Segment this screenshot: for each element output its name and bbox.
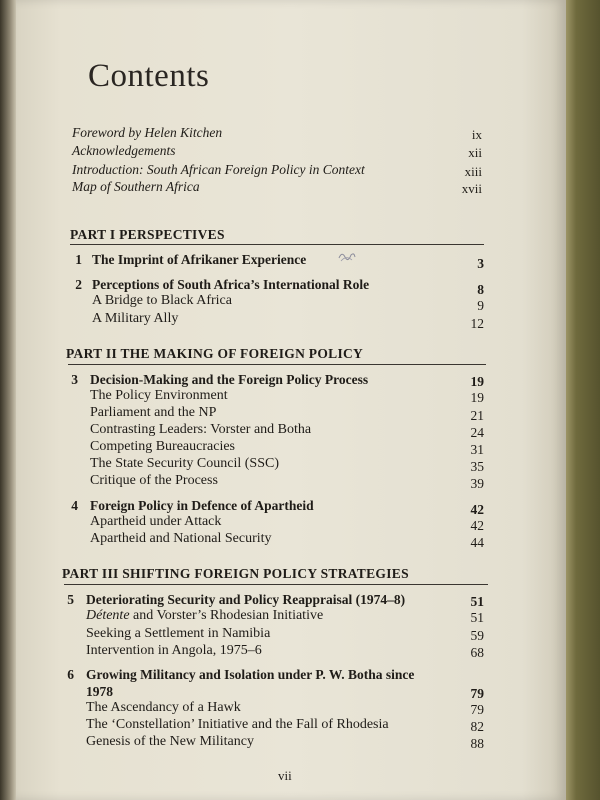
section-page: 39 bbox=[470, 476, 484, 491]
part-divider bbox=[64, 584, 488, 585]
section-page: 44 bbox=[470, 535, 484, 550]
front-matter-introduction-page: xiii bbox=[464, 164, 482, 179]
chapter-title: Foreign Policy in Defence of Apartheid bbox=[90, 498, 314, 513]
chapter-title-continued: 1978 bbox=[86, 684, 113, 699]
pencil-scribble-icon bbox=[338, 249, 356, 263]
chapter-title: Decision-Making and the Foreign Policy Process bbox=[90, 372, 369, 387]
chapter-number: 6 bbox=[67, 667, 74, 682]
part-heading: PART III SHIFTING FOREIGN POLICY STRATEGIES bbox=[62, 566, 409, 581]
section-page: 24 bbox=[470, 425, 484, 440]
section-title: The State Security Council (SSC) bbox=[90, 456, 279, 471]
front-matter-map-page: xvii bbox=[461, 181, 482, 196]
section-page: 42 bbox=[470, 518, 484, 533]
chapter-page: 51 bbox=[470, 594, 484, 609]
section-title: Critique of the Process bbox=[90, 473, 218, 488]
section-title: Apartheid under Attack bbox=[90, 514, 222, 529]
book-gutter bbox=[0, 0, 16, 800]
front-matter-introduction: Introduction: South African Foreign Policy in Context bbox=[72, 162, 365, 177]
section-page: 31 bbox=[470, 442, 484, 457]
section-title: A Bridge to Black Africa bbox=[92, 293, 232, 308]
section-title: Intervention in Angola, 1975–6 bbox=[86, 643, 262, 658]
chapter-title: Perceptions of South Africa’s International Role bbox=[92, 277, 370, 292]
front-matter-foreword-page: ix bbox=[471, 127, 482, 142]
section-title: Parliament and the NP bbox=[90, 405, 217, 420]
chapter-page: 3 bbox=[477, 256, 484, 271]
section-title: Contrasting Leaders: Vorster and Botha bbox=[90, 422, 312, 437]
book-cover-edge bbox=[566, 0, 600, 800]
front-matter-acknowledgements: Acknowledgements bbox=[72, 143, 176, 158]
part-divider bbox=[68, 364, 486, 365]
section-title: Competing Bureaucracies bbox=[90, 439, 236, 454]
chapter-title: The Imprint of Afrikaner Experience bbox=[92, 252, 307, 267]
section-title: The ‘Constellation’ Initiative and the Fall of Rhodesia bbox=[86, 717, 389, 732]
chapter-page: 19 bbox=[470, 374, 484, 389]
chapter-title: Deteriorating Security and Policy Reappraisal (1974–8) bbox=[86, 592, 406, 607]
section-title: A Military Ally bbox=[92, 311, 179, 326]
section-title: The Policy Environment bbox=[90, 388, 228, 403]
section-page: 88 bbox=[470, 736, 484, 751]
front-matter-acknowledgements-page: xii bbox=[468, 145, 482, 160]
section-page: 82 bbox=[470, 719, 484, 734]
front-matter-foreword: Foreword by Helen Kitchen bbox=[72, 125, 223, 140]
section-page: 9 bbox=[477, 298, 484, 313]
section-page: 79 bbox=[470, 702, 484, 717]
chapter-number: 2 bbox=[75, 277, 82, 292]
section-title: Genesis of the New Militancy bbox=[86, 734, 254, 749]
section-page: 35 bbox=[470, 459, 484, 474]
chapter-title: Growing Militancy and Isolation under P. W. Botha since bbox=[86, 667, 415, 682]
section-page: 51 bbox=[470, 610, 484, 625]
section-page: 12 bbox=[470, 316, 484, 331]
chapter-page: 8 bbox=[477, 282, 484, 297]
section-title: Apartheid and National Security bbox=[90, 531, 272, 546]
section-page: 68 bbox=[470, 645, 484, 660]
chapter-page: 79 bbox=[470, 686, 484, 701]
chapter-number: 4 bbox=[71, 498, 78, 513]
page-folio: vii bbox=[278, 768, 292, 783]
chapter-number: 3 bbox=[71, 372, 78, 387]
section-page: 19 bbox=[470, 390, 484, 405]
section-title: Détente and Vorster’s Rhodesian Initiative bbox=[86, 608, 324, 623]
chapter-page: 42 bbox=[470, 502, 484, 517]
part-heading: PART II THE MAKING OF FOREIGN POLICY bbox=[66, 346, 364, 361]
chapter-number: 5 bbox=[67, 592, 74, 607]
section-title: The Ascendancy of a Hawk bbox=[86, 700, 241, 715]
chapter-number: 1 bbox=[75, 252, 82, 267]
front-matter-map: Map of Southern Africa bbox=[72, 179, 200, 194]
section-page: 59 bbox=[470, 628, 484, 643]
part-heading: PART I PERSPECTIVES bbox=[70, 227, 225, 242]
section-page: 21 bbox=[470, 408, 484, 423]
contents-page bbox=[16, 0, 566, 800]
part-divider bbox=[70, 244, 484, 245]
section-title: Seeking a Settlement in Namibia bbox=[86, 626, 271, 641]
page-title: Contents bbox=[88, 58, 210, 94]
